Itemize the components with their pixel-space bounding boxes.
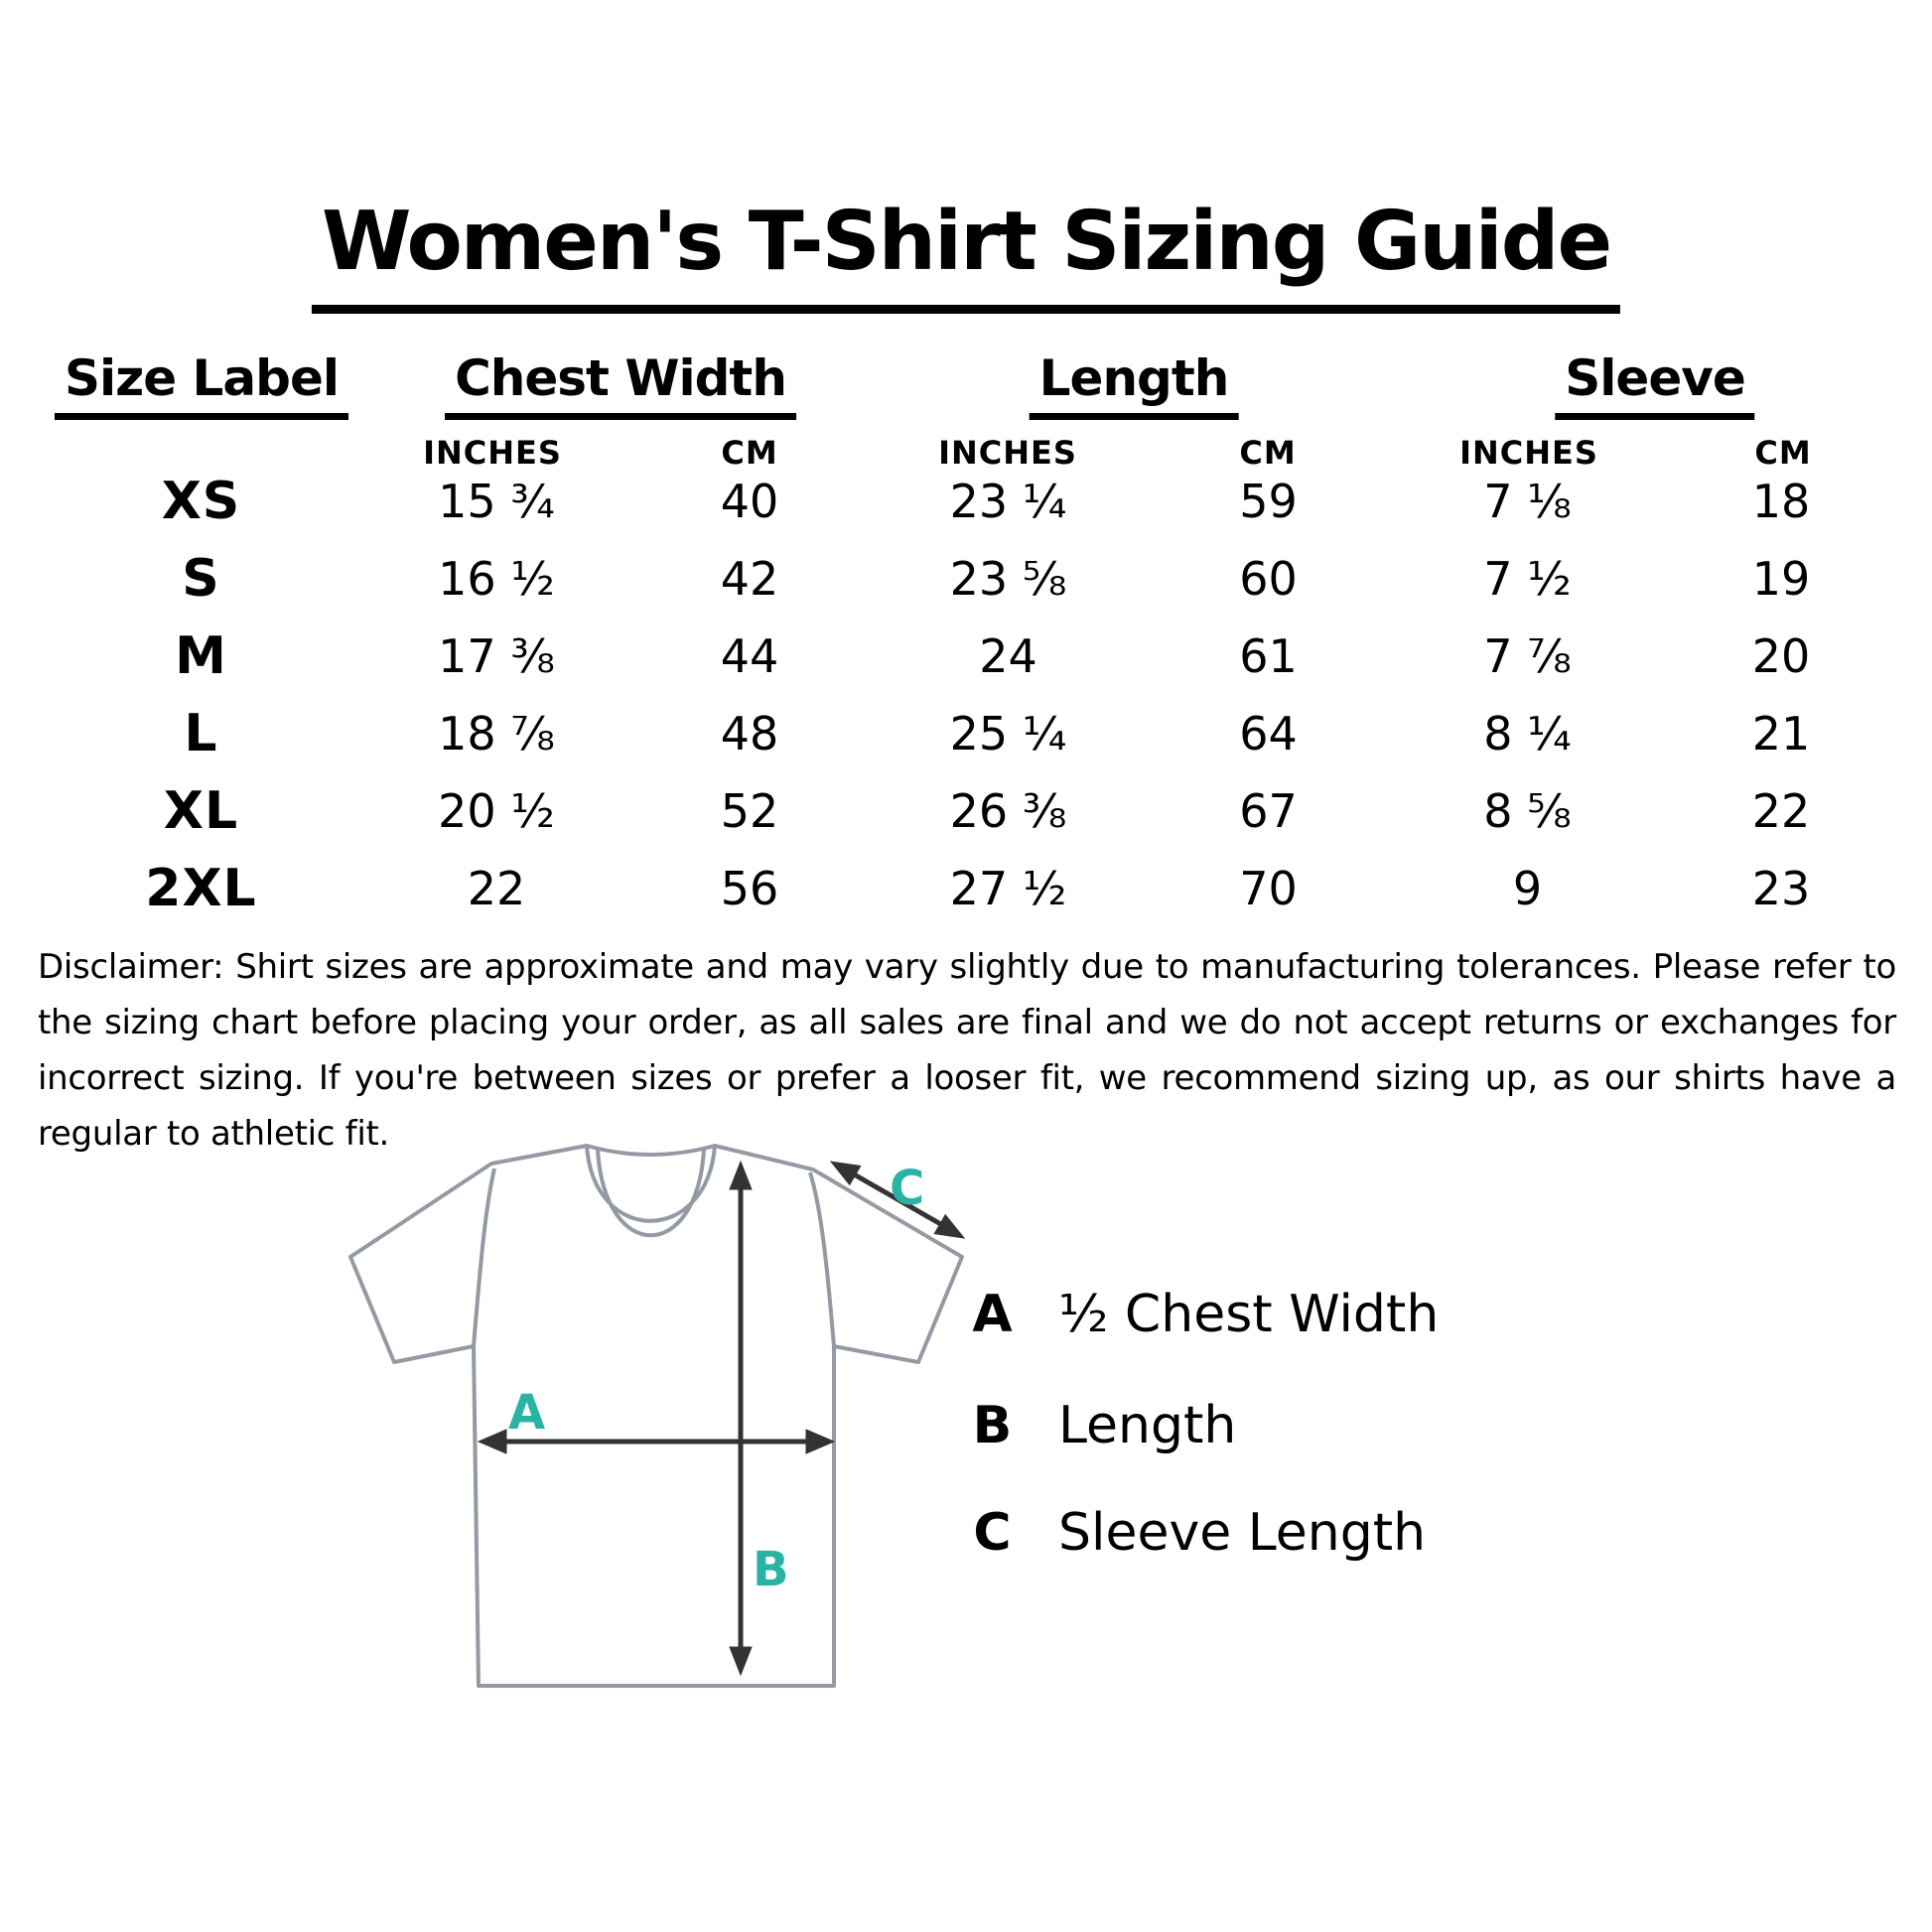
diagram-label-c: C — [890, 1161, 925, 1216]
sleeve-inches-value: 8 ¼ — [1483, 707, 1572, 760]
sleeve-inches-value: 7 ½ — [1483, 552, 1572, 606]
diagram-label-b: B — [753, 1542, 789, 1597]
unit-header-chest-cm: CM — [721, 434, 778, 472]
sleeve-inches-value: 7 ⅞ — [1483, 629, 1572, 683]
page-title: Women's T-Shirt Sizing Guide — [312, 195, 1620, 314]
length-cm-value: 59 — [1239, 475, 1298, 528]
size-label: 2XL — [145, 859, 257, 918]
sleeve-cm-value: 19 — [1751, 552, 1811, 606]
length-cm-value: 64 — [1239, 707, 1298, 760]
length-inches-value: 27 ½ — [949, 862, 1067, 915]
legend-item-chest-width — [961, 1285, 1439, 1344]
sleeve-cm-value: 18 — [1751, 475, 1811, 528]
sleeve-cm-value: 21 — [1751, 707, 1811, 760]
length-inches-value: 23 ⅝ — [949, 552, 1067, 606]
chest-cm-value: 40 — [720, 475, 779, 528]
sleeve-cm-value: 20 — [1751, 629, 1811, 683]
chest-inches-value: 16 ½ — [438, 552, 555, 606]
length-cm-value: 61 — [1239, 629, 1298, 683]
sleeve-cm-value: 22 — [1751, 784, 1811, 838]
length-inches-value: 24 — [979, 629, 1037, 683]
length-inches-value: 23 ¼ — [949, 475, 1067, 528]
tshirt-outline — [350, 1146, 962, 1686]
column-header-length: Length — [1030, 349, 1239, 420]
legend-key-b: B — [972, 1396, 1014, 1455]
chest-cm-value: 56 — [720, 862, 779, 915]
legend-item-length — [961, 1396, 1236, 1455]
chest-cm-value: 42 — [720, 552, 779, 606]
column-header-sleeve: Sleeve — [1555, 349, 1754, 420]
legend-key-a: A — [972, 1285, 1014, 1344]
unit-header-sleeve-cm: CM — [1754, 434, 1812, 472]
chest-cm-value: 44 — [720, 629, 779, 683]
unit-header-length-cm: CM — [1239, 434, 1297, 472]
unit-header-length-inches: INCHES — [938, 434, 1077, 472]
size-label: XL — [163, 781, 239, 841]
length-cm-value: 70 — [1239, 862, 1298, 915]
chest-cm-value: 52 — [720, 784, 779, 838]
legend-item-sleeve-length — [961, 1503, 1426, 1563]
length-cm-value: 67 — [1239, 784, 1298, 838]
chest-inches-value: 20 ½ — [438, 784, 555, 838]
size-label: S — [182, 549, 220, 609]
sleeve-cm-value: 23 — [1751, 862, 1811, 915]
length-inches-value: 25 ¼ — [949, 707, 1067, 760]
sleeve-inches-value: 7 ⅛ — [1483, 475, 1572, 528]
unit-header-sleeve-inches: INCHES — [1459, 434, 1598, 472]
length-inches-value: 26 ⅜ — [949, 784, 1067, 838]
chest-inches-value: 15 ¾ — [438, 475, 555, 528]
size-label: M — [175, 626, 227, 686]
sleeve-inches-value: 9 — [1512, 862, 1543, 915]
size-label: XS — [161, 472, 241, 531]
chest-cm-value: 48 — [720, 707, 779, 760]
diagram-label-a: A — [508, 1385, 546, 1441]
legend-label-c: Sleeve Length — [1058, 1503, 1427, 1563]
chest-inches-value: 17 ⅜ — [438, 629, 555, 683]
sleeve-inches-value: 8 ⅝ — [1483, 784, 1572, 838]
unit-header-chest-inches: INCHES — [423, 434, 562, 472]
legend-label-a: ½ Chest Width — [1058, 1285, 1440, 1344]
tshirt-measurement-diagram — [278, 1117, 973, 1911]
disclaimer-text: Disclaimer: Shirt sizes are approximate and may vary slightly due to manufacturing tolerances. Please refer to the sizing chart before placing your order, as all sales are final and we do not accept returns or exchanges for incorrect sizing. If you're between sizes or prefer a looser fit, we recommend sizing up, as our shirts have a regular to athletic fit. — [38, 947, 1896, 1154]
legend-label-b: Length — [1058, 1396, 1237, 1455]
size-table — [30, 463, 1906, 927]
column-header-size-label: Size Label — [55, 349, 348, 420]
chest-inches-value: 22 — [467, 862, 526, 915]
chest-inches-value: 18 ⅞ — [438, 707, 555, 760]
column-header-chest-width: Chest Width — [445, 349, 796, 420]
length-cm-value: 60 — [1239, 552, 1298, 606]
size-label: L — [184, 704, 218, 763]
legend-key-c: C — [973, 1503, 1013, 1563]
